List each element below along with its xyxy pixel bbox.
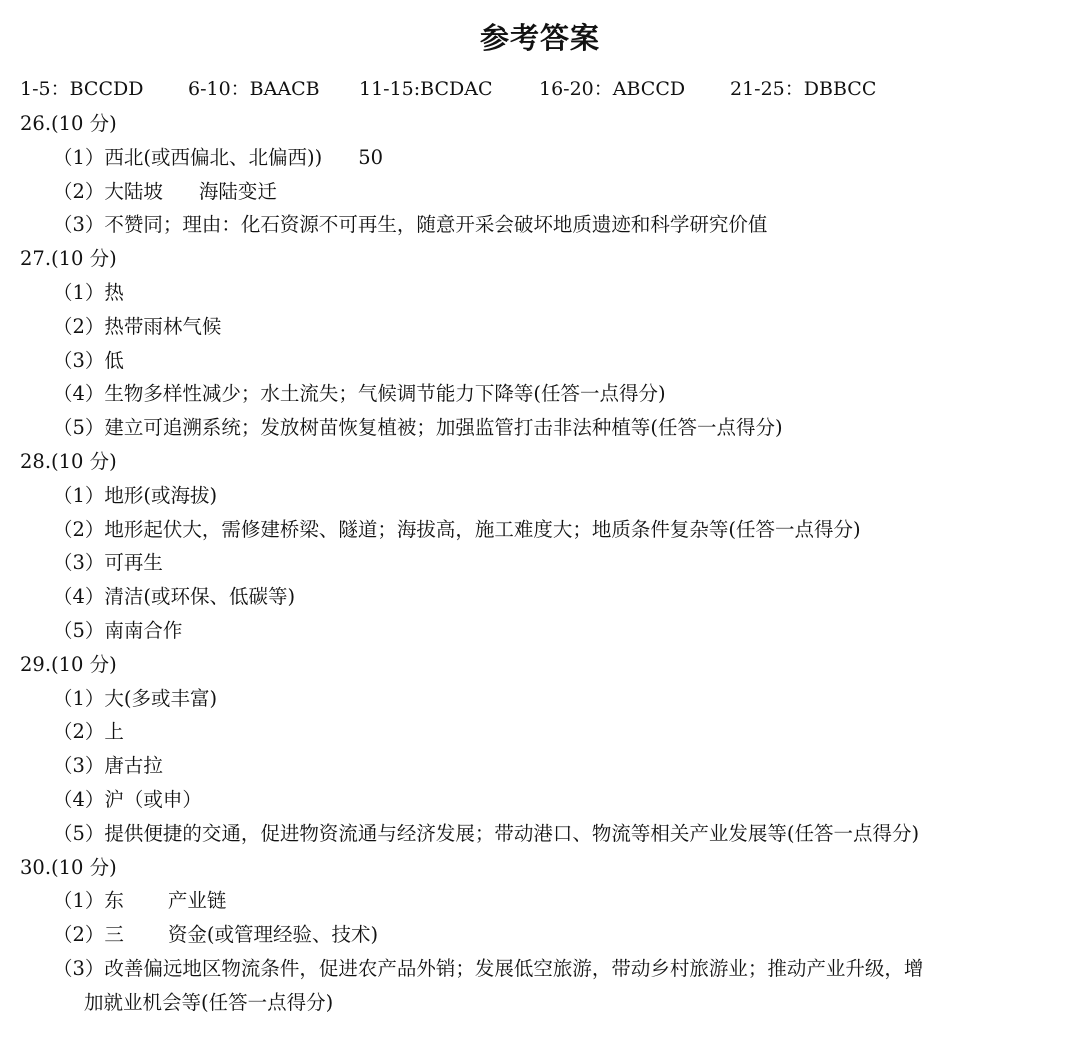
question-29-answer-1: （1）大(多或丰富) xyxy=(53,686,218,710)
choice-group-6-10: 6-10：BAACB xyxy=(188,78,320,100)
answer-text: （1）西北(或西偏北、北偏西)) xyxy=(53,145,323,169)
question-27-answer-4: （4）生物多样性减少；水土流失；气候调节能力下降等(任答一点得分) xyxy=(53,382,666,406)
question-28-answer-4: （4）清洁(或环保、低碳等) xyxy=(53,585,296,609)
choice-group-21-25: 21-25：DBBCC xyxy=(730,78,877,100)
question-26-heading: 26.(10 分) xyxy=(20,112,117,135)
question-30-answer-2 xyxy=(20,918,1070,952)
question-30-answer-3-continued: 加就业机会等(任答一点得分) xyxy=(84,990,334,1014)
question-28-answer-1: （1）地形(或海拔) xyxy=(53,483,218,507)
question-29-answer-4: （4）沪（或申） xyxy=(53,787,202,811)
choice-group-1-5: 1-5：BCCDD xyxy=(20,78,144,100)
question-27-heading: 27.(10 分) xyxy=(20,247,117,271)
answer-text: （2）三 xyxy=(53,923,124,947)
question-26-answer-2 xyxy=(20,175,1070,209)
question-30-answer-1 xyxy=(20,884,1070,918)
page-title: 参考答案 xyxy=(479,21,600,55)
question-30-heading: 30.(10 分) xyxy=(20,855,117,879)
question-28-answer-3: （3）可再生 xyxy=(53,551,163,575)
answer-value: 产业链 xyxy=(167,889,227,913)
question-29-answer-5: （5）提供便捷的交通，促进物资流通与经济发展；带动港口、物流等相关产业发展等(任答一点得分) xyxy=(53,821,920,845)
answer-text: （2）大陆坡 xyxy=(53,179,163,203)
question-29-answer-2: （2）上 xyxy=(53,720,124,744)
answer-list xyxy=(20,107,1070,1020)
question-26-answer-3: （3）不赞同；理由：化石资源不可再生，随意开采会破坏地质遗迹和科学研究价值 xyxy=(53,213,768,237)
multiple-choice-answers xyxy=(20,75,1070,103)
answer-value: 50 xyxy=(358,145,384,169)
question-29-answer-3: （3）唐古拉 xyxy=(53,754,163,778)
choice-group-11-15: 11-15:BCDAC xyxy=(359,78,493,100)
answer-value: 资金(或管理经验、技术) xyxy=(167,923,379,947)
question-28-answer-2: （2）地形起伏大，需修建桥梁、隧道；海拔高，施工难度大；地质条件复杂等(任答一点得分) xyxy=(53,517,861,541)
question-30-answer-3: （3）改善偏远地区物流条件，促进农产品外销；发展低空旅游，带动乡村旅游业；推动产业升级，增 xyxy=(53,956,924,980)
question-27-answer-2: （2）热带雨林气候 xyxy=(53,314,222,338)
question-27-answer-3: （3）低 xyxy=(53,348,124,372)
choice-group-16-20: 16-20：ABCCD xyxy=(539,78,686,100)
question-27-answer-5: （5）建立可追溯系统；发放树苗恢复植被；加强监管打击非法种植等(任答一点得分) xyxy=(53,416,783,440)
question-26-answer-1 xyxy=(20,141,1070,175)
question-28-heading: 28.(10 分) xyxy=(20,449,117,473)
question-27-answer-1: （1）热 xyxy=(53,280,124,304)
answer-text: （1）东 xyxy=(53,889,124,913)
question-29-heading: 29.(10 分) xyxy=(20,652,117,676)
answer-value: 海陆变迁 xyxy=(198,179,277,203)
question-28-answer-5: （5）南南合作 xyxy=(53,618,183,642)
